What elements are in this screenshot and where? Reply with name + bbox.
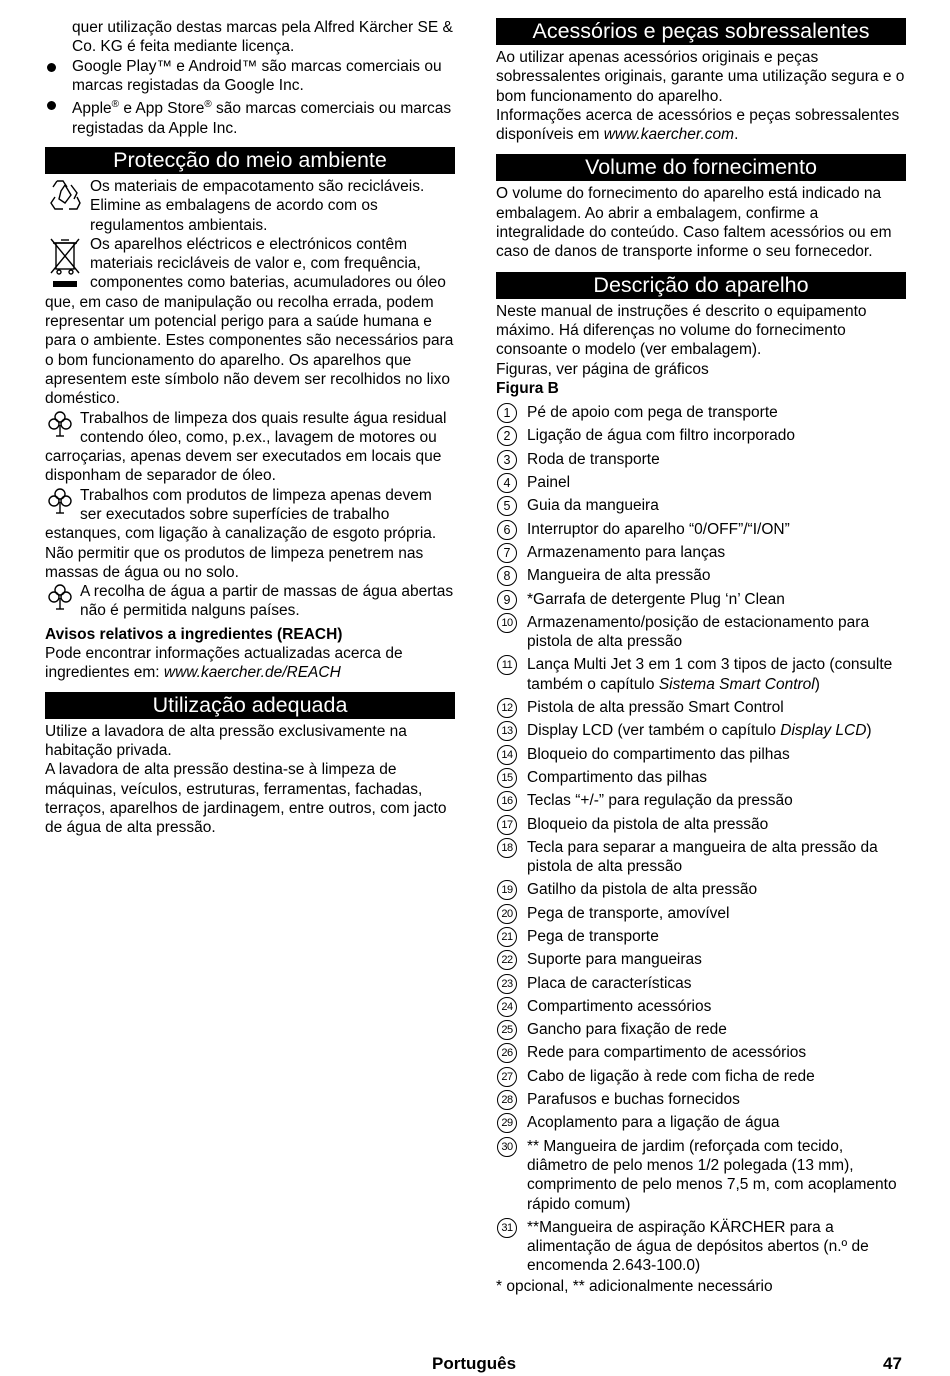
part-number-badge: 20 <box>497 904 517 924</box>
part-label: Pistola de alta pressão Smart Control <box>527 699 784 717</box>
parts-footnote: * opcional, ** adicionalmente necessário <box>496 1277 773 1295</box>
parts-list <box>496 403 906 1276</box>
env-detergent-text: Trabalhos com produtos de limpeza apenas devem ser executados sobre superfícies de trabalho estanques, com ligação à canalização de esgoto própria. Não permitir que os produtos de limpeza penetrem nas massas de água ou no solo. <box>45 486 437 581</box>
part-item <box>496 768 906 787</box>
part-item <box>496 566 906 585</box>
part-number-badge: 24 <box>497 997 517 1017</box>
part-number-badge: 12 <box>497 698 517 718</box>
left-column <box>45 18 455 837</box>
part-number-badge: 14 <box>497 745 517 765</box>
device-description-p1: Neste manual de instruções é descrito o equipamento máximo. Há diferenças no volume do fornecimento consoante o modelo (ver embalagem). <box>496 302 867 359</box>
part-label: Teclas “+/-” para regulação da pressão <box>527 792 793 810</box>
part-label: Bloqueio do compartimento das pilhas <box>527 745 790 763</box>
registered-mark: ® <box>204 99 212 111</box>
part-number-badge: 6 <box>497 520 517 540</box>
footer-page-number: 47 <box>883 1354 902 1373</box>
part-item <box>496 974 906 993</box>
part-label: Bloqueio da pistola de alta pressão <box>527 815 769 833</box>
crossed-bin-icon <box>45 235 85 291</box>
part-number-badge: 18 <box>497 838 517 858</box>
bullet-text-rest: são marcas comerciais ou marcas registadas da Apple Inc. <box>72 100 452 137</box>
part-label: Ligação de água com filtro incorporado <box>527 427 795 445</box>
part-label: Placa de características <box>527 974 692 992</box>
scope-of-delivery-text: O volume do fornecimento do aparelho está indicado na embalagem. Ao abrir a embalagem, confirme a integralidade do conteúdo. Caso faltem acessórios ou em caso de danos de transporte informe o seu fornecedor. <box>496 185 892 261</box>
proper-use-p2: A lavadora de alta pressão destina-se à limpeza de máquinas, veículos, estruturas, ferramentas, fachadas, terraços, aparelhos de jardinagem, entre outros, com jacto de água de alta pressão. <box>45 761 447 837</box>
environment-tree-icon <box>45 582 75 618</box>
env-packaging-block <box>45 177 455 235</box>
accessories-p2-body: Informações acerca de acessórios e peças sobressalentes disponíveis em <box>496 106 900 144</box>
part-item <box>496 880 906 899</box>
part-number-badge: 27 <box>497 1067 517 1087</box>
part-label: Acoplamento para a ligação de água <box>527 1114 780 1132</box>
kaercher-link[interactable]: www.kaercher.com <box>603 126 735 144</box>
part-label: Compartimento das pilhas <box>527 768 708 786</box>
part-number-badge: 8 <box>497 566 517 586</box>
part-item <box>496 997 906 1016</box>
section-heading-proper-use: Utilização adequada <box>45 692 455 719</box>
env-water-text: A recolha de água a partir de massas de água abertas não é permitida nalguns países. <box>80 583 454 620</box>
device-description-p2: Figuras, ver página de gráficos <box>496 360 709 378</box>
part-number-badge: 13 <box>497 721 517 741</box>
part-number-badge: 26 <box>497 1043 517 1063</box>
part-item <box>496 745 906 764</box>
bullet-dot <box>47 101 56 110</box>
env-oil-block <box>45 409 455 486</box>
part-item <box>496 543 906 562</box>
env-electrical-text: Os aparelhos eléctricos e electrónicos contêm materiais recicláveis de valor e, com frequência, componentes como baterias, acumuladores ou óleo que, em caso de manipulação ou recolha errada, podem representar um potencial perigo para a saúde humana e para o ambiente. Estes componentes são necessários para o bom funcionamento do aparelho. Os aparelhos que apresentem este símbolo não devem ser recolhidos no lixo doméstico. <box>45 235 454 408</box>
part-item <box>496 904 906 923</box>
registered-mark: ® <box>111 99 120 111</box>
part-label: Gancho para fixação de rede <box>527 1021 727 1039</box>
part-number-badge: 11 <box>497 655 517 675</box>
part-label: Pé de apoio com pega de transporte <box>527 404 778 422</box>
part-item <box>496 1137 906 1214</box>
part-number-badge: 15 <box>497 768 517 788</box>
section-heading-device-description: Descrição do aparelho <box>496 272 906 299</box>
part-label: Armazenamento/posição de estacionamento para pistola de alta pressão <box>527 613 870 651</box>
part-number-badge: 29 <box>497 1113 517 1133</box>
part-number-badge: 30 <box>497 1137 517 1157</box>
part-item <box>496 950 906 969</box>
part-label: Roda de transporte <box>527 450 660 468</box>
part-item <box>496 450 906 469</box>
part-number-badge: 3 <box>497 450 517 470</box>
part-label: Cabo de ligação à rede com ficha de rede <box>527 1067 815 1085</box>
part-label: Suporte para mangueiras <box>527 951 702 969</box>
part-number-badge: 5 <box>497 496 517 516</box>
part-item <box>496 473 906 492</box>
part-label-end: ) <box>814 675 820 693</box>
part-number-badge: 28 <box>497 1090 517 1110</box>
part-label-end: ) <box>866 722 872 740</box>
trademark-intro: quer utilização destas marcas pela Alfred Kärcher SE & Co. KG é feita mediante licença. <box>72 19 453 56</box>
bullet-text-appstore: e App Store <box>119 100 205 118</box>
part-item <box>496 590 906 609</box>
part-label: Rede para compartimento de acessórios <box>527 1044 807 1062</box>
bullet-text-apple: Apple <box>72 100 112 118</box>
part-item <box>496 496 906 515</box>
part-number-badge: 16 <box>497 791 517 811</box>
bullet-dot <box>47 63 56 72</box>
env-packaging-text: Os materiais de empacotamento são recicláveis. Elimine as embalagens de acordo com os regulamentos ambientais. <box>90 177 425 234</box>
part-label: Tecla para separar a mangueira de alta pressão da pistola de alta pressão <box>527 838 878 876</box>
section-heading-environment: Protecção do meio ambiente <box>45 147 455 174</box>
part-number-badge: 21 <box>497 927 517 947</box>
section-heading-accessories: Acessórios e peças sobressalentes <box>496 18 906 45</box>
figure-label: Figura B <box>496 379 559 397</box>
part-item <box>496 791 906 810</box>
part-item <box>496 838 906 877</box>
part-chapter-reference: Display LCD <box>780 722 867 740</box>
part-item <box>496 655 906 694</box>
part-item <box>496 426 906 445</box>
part-number-badge: 10 <box>497 613 517 633</box>
part-label: Lança Multi Jet 3 em 1 com 3 tipos de jacto (consulte também o capítulo <box>527 656 893 693</box>
part-number-badge: 31 <box>497 1218 517 1238</box>
part-item <box>496 403 906 422</box>
part-chapter-reference: Sistema Smart Control <box>658 675 815 693</box>
accessories-period: . <box>734 126 739 144</box>
env-electrical-block <box>45 235 455 409</box>
part-item <box>496 1113 906 1132</box>
bullet-text: Google Play™ e Android™ são marcas comerciais ou marcas registadas da Google Inc. <box>72 57 442 94</box>
env-oil-text: Trabalhos de limpeza dos quais resulte água residual contendo óleo, como, p.ex., lavagem de motores ou carroçarias, apenas devem ser executados em locais que disponham de separador de óleo. <box>45 409 447 485</box>
part-label: Armazenamento para lanças <box>527 543 726 561</box>
part-item <box>496 1218 906 1276</box>
part-label: Guia da mangueira <box>527 497 659 515</box>
part-number-badge: 9 <box>497 590 517 610</box>
trademark-bullet-google <box>45 57 455 96</box>
part-item <box>496 1067 906 1086</box>
part-label: Compartimento acessórios <box>527 997 712 1015</box>
part-item <box>496 1043 906 1062</box>
part-label: ** Mangueira de jardim (reforçada com tecido, diâmetro de pelo menos 1/2 polegada (13 mm), comprimento de pelo menos 7,5 m, com acoplamento rápido comum) <box>527 1137 897 1213</box>
reach-text-body: Pode encontrar informações actualizadas acerca de ingredientes em: <box>45 645 403 682</box>
part-label: Pega de transporte <box>527 927 659 945</box>
right-column <box>496 18 906 1296</box>
part-label: Pega de transporte, amovível <box>527 904 730 922</box>
part-item <box>496 1090 906 1109</box>
part-label: Parafusos e buchas fornecidos <box>527 1091 740 1109</box>
part-item <box>496 613 906 652</box>
env-detergent-block <box>45 486 455 582</box>
part-item <box>496 520 906 539</box>
part-number-badge: 4 <box>497 473 517 493</box>
environment-tree-icon <box>45 409 75 445</box>
part-number-badge: 22 <box>497 950 517 970</box>
accessories-p1: Ao utilizar apenas acessórios originais e peças sobressalentes originais, garante uma utilização segura e o bom funcionamento do aparelho. <box>496 49 905 105</box>
part-item <box>496 1020 906 1039</box>
part-number-badge: 23 <box>497 974 517 994</box>
part-number-badge: 19 <box>497 880 517 900</box>
part-number-badge: 17 <box>497 815 517 835</box>
proper-use-p1: Utilize a lavadora de alta pressão exclusivamente na habitação privada. <box>45 722 407 759</box>
part-number-badge: 1 <box>497 403 517 423</box>
part-label: *Garrafa de detergente Plug ‘n’ Clean <box>527 590 785 608</box>
section-heading-scope-of-delivery: Volume do fornecimento <box>496 154 906 181</box>
part-number-badge: 7 <box>497 543 517 563</box>
part-label: Mangueira de alta pressão <box>527 567 711 585</box>
reach-heading: Avisos relativos a ingredientes (REACH) <box>45 625 343 643</box>
recycle-icon <box>45 177 85 219</box>
part-label: **Mangueira de aspiração KÄRCHER para a alimentação de água de depósitos abertos (n.º de encomenda 2.643-100.0) <box>527 1218 869 1275</box>
part-label: Interruptor do aparelho “0/OFF”/“I/ON” <box>527 520 790 538</box>
reach-link[interactable]: www.kaercher.de/REACH <box>163 664 341 682</box>
part-number-badge: 25 <box>497 1020 517 1040</box>
accessories-p2 <box>496 106 906 145</box>
environment-tree-icon <box>45 486 75 522</box>
footer-language: Português <box>432 1354 517 1373</box>
trademark-bullet-apple <box>45 95 455 138</box>
part-item <box>496 721 906 740</box>
part-label: Gatilho da pistola de alta pressão <box>527 881 758 899</box>
reach-text <box>45 644 455 683</box>
part-label: Display LCD (ver também o capítulo <box>527 722 781 740</box>
part-number-badge: 2 <box>497 426 517 446</box>
part-item <box>496 815 906 834</box>
part-item <box>496 927 906 946</box>
env-water-block <box>45 582 455 621</box>
part-item <box>496 698 906 717</box>
part-label: Painel <box>527 474 571 492</box>
